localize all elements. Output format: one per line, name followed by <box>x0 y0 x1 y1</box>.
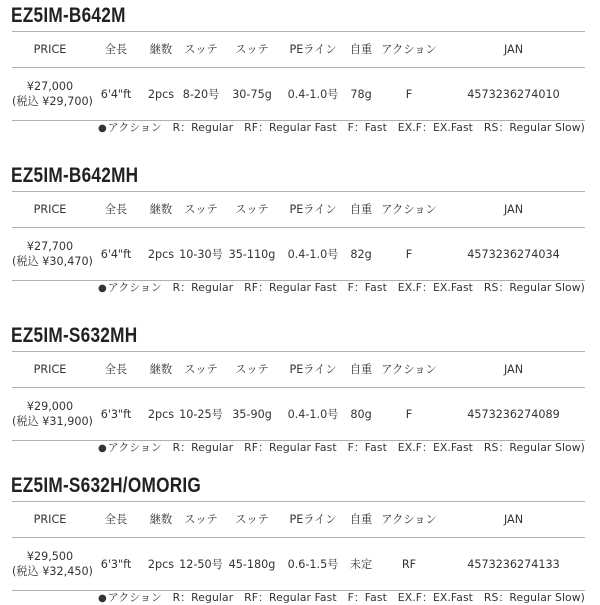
pieces-cell: 2pcs <box>144 538 178 591</box>
action-legend <box>98 590 585 605</box>
column-header: アクション <box>376 192 442 228</box>
pe-line-cell: 0.4-1.0号 <box>280 388 346 441</box>
jan-cell: 4573236274034 <box>442 228 585 281</box>
column-header: 自重 <box>346 352 376 388</box>
header-row <box>12 352 585 388</box>
pe-line-cell: 0.4-1.0号 <box>280 68 346 121</box>
column-header: PRICE <box>12 32 88 68</box>
jan-cell: 4573236274010 <box>442 68 585 121</box>
column-header: 自重 <box>346 192 376 228</box>
column-header: 全長 <box>88 192 144 228</box>
column-header: 自重 <box>346 502 376 538</box>
column-header: PRICE <box>12 352 88 388</box>
header-row <box>12 502 585 538</box>
spec-row <box>12 538 585 591</box>
length-cell: 6'3"ft <box>88 388 144 441</box>
pe-line-cell: 0.6-1.5号 <box>280 538 346 591</box>
price-tax-included: (税込 ¥32,450) <box>12 565 93 578</box>
model-title: EZ5IM-S632H/OMORIG <box>11 474 202 497</box>
model-title: EZ5IM-B642MH <box>11 164 139 187</box>
pieces-cell: 2pcs <box>144 68 178 121</box>
weight-cell: 80g <box>346 388 376 441</box>
pieces-cell: 2pcs <box>144 388 178 441</box>
column-header: JAN <box>442 502 585 538</box>
action-legend-text: アクション R：Regular RF：Regular Fast F：Fast EX.F：EX.Fast RS：Regular Slow) <box>107 441 585 454</box>
spec-table <box>12 191 585 281</box>
header-row <box>12 192 585 228</box>
length-cell: 6'4"ft <box>88 228 144 281</box>
column-header: PEライン <box>280 192 346 228</box>
column-header: 全長 <box>88 352 144 388</box>
column-header: 自重 <box>346 32 376 68</box>
sutte-number-cell: 12-50号 <box>178 538 224 591</box>
spec-table <box>12 31 585 121</box>
price-value: ¥27,700 <box>26 240 74 253</box>
bullet-icon: ● <box>97 123 107 134</box>
sutte-number-cell: 8-20号 <box>178 68 224 121</box>
sutte-number-cell: 10-30号 <box>178 228 224 281</box>
action-legend-text: アクション R：Regular RF：Regular Fast F：Fast EX.F：EX.Fast RS：Regular Slow) <box>107 281 585 294</box>
column-header: 全長 <box>88 502 144 538</box>
sutte-number-cell: 10-25号 <box>178 388 224 441</box>
action-cell: RF <box>376 538 442 591</box>
pieces-cell: 2pcs <box>144 228 178 281</box>
weight-cell: 82g <box>346 228 376 281</box>
price-cell <box>12 228 93 281</box>
pe-line-cell: 0.4-1.0号 <box>280 228 346 281</box>
price-tax-included: (税込 ¥29,700) <box>12 95 93 108</box>
column-header: PEライン <box>280 502 346 538</box>
length-cell: 6'3"ft <box>88 538 144 591</box>
spec-row <box>12 388 585 441</box>
action-cell: F <box>376 68 442 121</box>
action-cell: F <box>376 228 442 281</box>
model-title: EZ5IM-S632MH <box>11 324 138 347</box>
sutte-weight-cell: 35-90g <box>224 388 280 441</box>
column-header: PRICE <box>12 502 88 538</box>
action-cell: F <box>376 388 442 441</box>
action-legend-text: アクション R：Regular RF：Regular Fast F：Fast EX.F：EX.Fast RS：Regular Slow) <box>107 591 585 604</box>
weight-cell: 78g <box>346 68 376 121</box>
price-tax-included: (税込 ¥30,470) <box>12 255 93 268</box>
column-header: スッテ <box>224 502 280 538</box>
column-header: 継数 <box>144 352 178 388</box>
sutte-weight-cell: 45-180g <box>224 538 280 591</box>
column-header: スッテ <box>178 502 224 538</box>
price-value: ¥29,000 <box>26 400 74 413</box>
column-header: PRICE <box>12 192 88 228</box>
price-tax-included: (税込 ¥31,900) <box>12 415 93 428</box>
column-header: 全長 <box>88 32 144 68</box>
spec-row <box>12 228 585 281</box>
weight-cell: 未定 <box>346 538 376 591</box>
column-header: アクション <box>376 352 442 388</box>
column-header: スッテ <box>178 192 224 228</box>
bullet-icon: ● <box>97 593 107 604</box>
action-legend <box>98 120 585 135</box>
jan-cell: 4573236274133 <box>442 538 585 591</box>
column-header: スッテ <box>178 352 224 388</box>
column-header: アクション <box>376 502 442 538</box>
price-value: ¥27,000 <box>26 80 74 93</box>
column-header: スッテ <box>178 32 224 68</box>
price-cell <box>12 388 93 441</box>
model-title: EZ5IM-B642M <box>11 4 126 27</box>
sutte-weight-cell: 30-75g <box>224 68 280 121</box>
price-cell <box>12 538 93 591</box>
action-legend-text: アクション R：Regular RF：Regular Fast F：Fast EX.F：EX.Fast RS：Regular Slow) <box>107 121 585 134</box>
sutte-weight-cell: 35-110g <box>224 228 280 281</box>
spec-table <box>12 351 585 441</box>
header-row <box>12 32 585 68</box>
column-header: スッテ <box>224 192 280 228</box>
column-header: スッテ <box>224 32 280 68</box>
price-value: ¥29,500 <box>26 550 74 563</box>
column-header: アクション <box>376 32 442 68</box>
column-header: 継数 <box>144 502 178 538</box>
action-legend <box>98 280 585 295</box>
column-header: JAN <box>442 352 585 388</box>
jan-cell: 4573236274089 <box>442 388 585 441</box>
column-header: PEライン <box>280 352 346 388</box>
spec-row <box>12 68 585 121</box>
length-cell: 6'4"ft <box>88 68 144 121</box>
bullet-icon: ● <box>97 443 107 454</box>
action-legend <box>98 440 585 455</box>
column-header: スッテ <box>224 352 280 388</box>
column-header: JAN <box>442 32 585 68</box>
spec-table <box>12 501 585 591</box>
column-header: JAN <box>442 192 585 228</box>
column-header: 継数 <box>144 32 178 68</box>
column-header: 継数 <box>144 192 178 228</box>
price-cell <box>12 68 93 121</box>
bullet-icon: ● <box>97 283 107 294</box>
column-header: PEライン <box>280 32 346 68</box>
